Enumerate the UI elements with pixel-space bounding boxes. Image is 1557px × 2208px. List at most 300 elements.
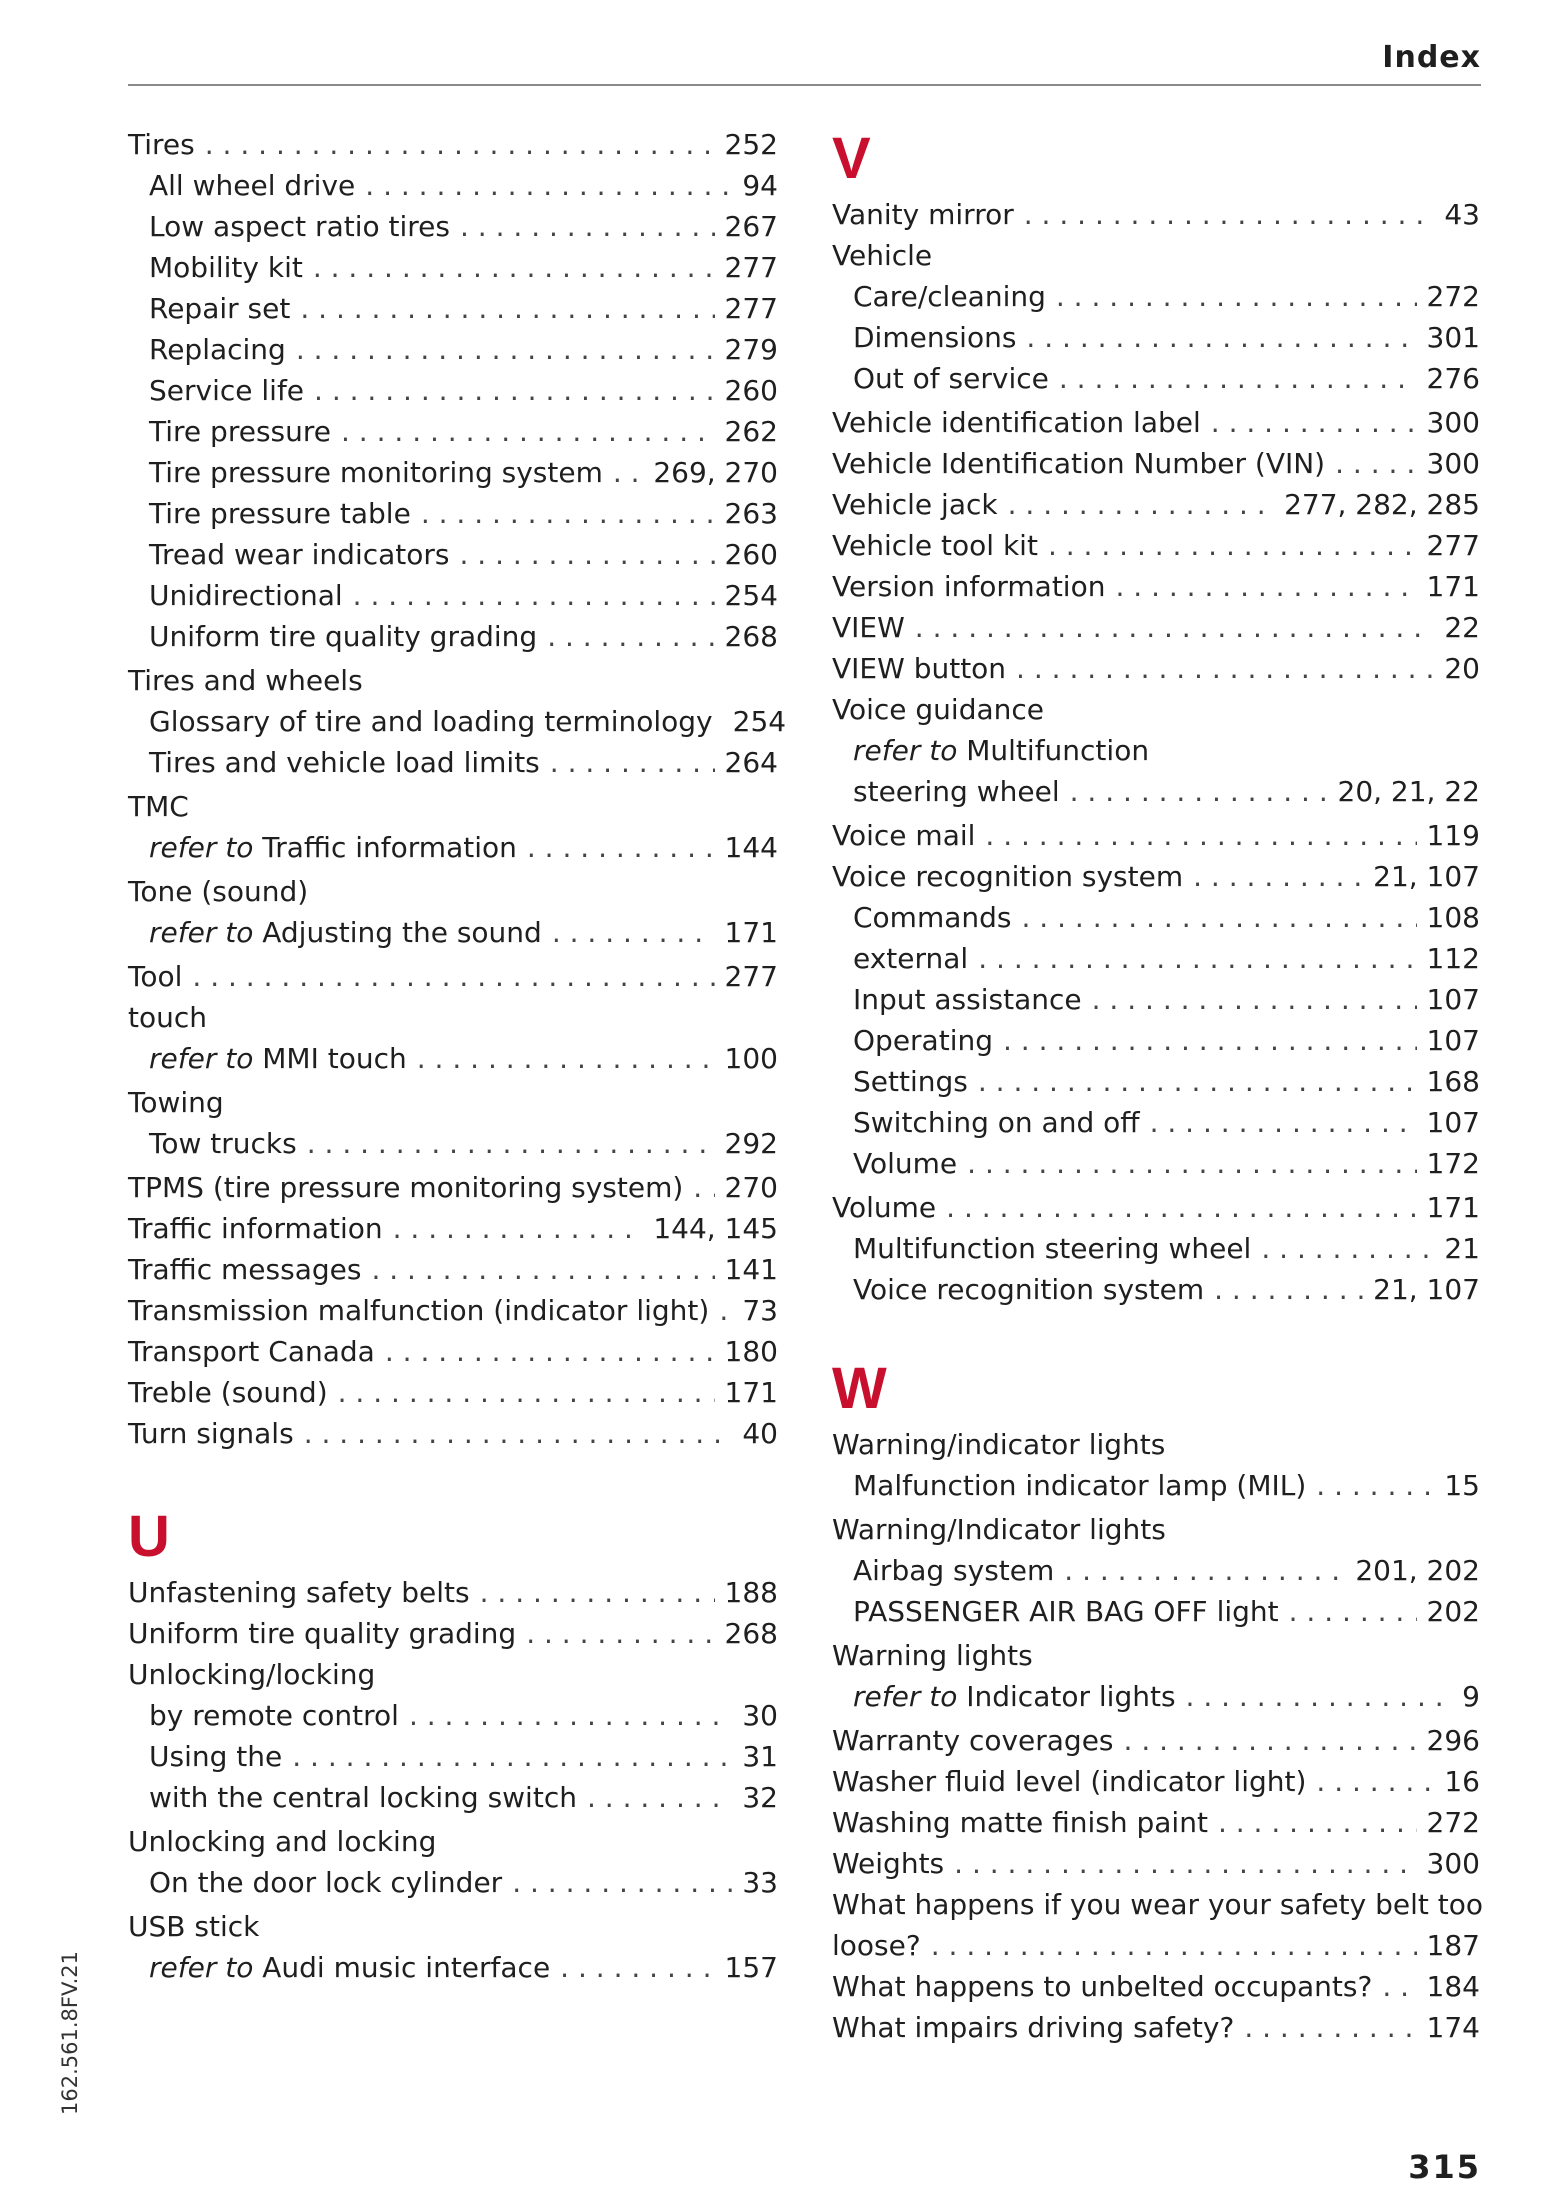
entry-label-text: TPMS (tire pressure monitoring system) (128, 1171, 684, 1204)
entry-label-text: Dimensions (853, 321, 1017, 354)
entry-page-numbers: 267 (724, 210, 778, 243)
entry-page-numbers: 277 (1426, 529, 1480, 562)
entry-label-text: Operating (853, 1024, 993, 1057)
entry-page-numbers: 172 (1426, 1147, 1480, 1180)
entry-label (853, 1102, 1140, 1143)
entry-label (853, 979, 1082, 1020)
entry-page-numbers: 21 (1444, 1232, 1480, 1265)
entry-label-text: Multifunction steering wheel (853, 1232, 1252, 1265)
entry-label (149, 493, 411, 534)
index-entry-washing-matte-finish-paint (832, 1802, 1480, 1843)
index-entry-warning-indicator-lights (832, 1509, 1480, 1550)
index-entry-tread-wear-indicators (128, 534, 778, 575)
index-entry-volume (832, 1187, 1480, 1228)
entry-label (832, 1884, 1483, 1925)
index-entry-airbag-system (832, 1550, 1480, 1591)
entry-label (128, 1208, 383, 1249)
entry-label (832, 2007, 1234, 2048)
index-entry-indicator-lights (832, 1676, 1480, 1717)
dot-leader (1064, 1550, 1345, 1591)
dot-leader (421, 493, 715, 534)
entry-label (149, 912, 542, 953)
document-code: 162.561.8FV.21 (58, 1950, 82, 2115)
entry-page-numbers: 16 (1444, 1765, 1480, 1798)
dot-leader (954, 1843, 1416, 1884)
index-entry-uniform-tire-quality-grading (128, 1613, 778, 1654)
dot-leader (409, 1695, 732, 1736)
entry-label-text: Vehicle (832, 239, 933, 272)
entry-label-text: Volume (853, 1147, 958, 1180)
dot-leader (338, 1372, 715, 1413)
entry-label (832, 1424, 1165, 1465)
index-entry-tires (128, 124, 778, 165)
entry-label (149, 165, 355, 206)
entry-page-numbers: 100 (724, 1042, 778, 1075)
entry-page-numbers: 270 (724, 1171, 778, 1204)
entry-page-numbers: 202 (1426, 1595, 1480, 1628)
entry-label (832, 1187, 936, 1228)
index-entry-voice-guidance (832, 689, 1480, 730)
entry-label (128, 997, 207, 1038)
dot-leader (417, 1038, 715, 1079)
entry-label-text: Traffic information (262, 831, 517, 864)
entry-label-text: Using the (149, 1740, 283, 1773)
entry-label-text: steering wheel (853, 775, 1060, 808)
dot-leader (1150, 1102, 1417, 1143)
dot-leader (978, 1061, 1417, 1102)
index-entry-replacing (128, 329, 778, 370)
entry-page-numbers: 272 (1426, 1806, 1480, 1839)
entry-label-text: Malfunction indicator lamp (MIL) (853, 1469, 1307, 1502)
dot-leader (1003, 1020, 1417, 1061)
index-entry-tool (128, 956, 778, 997)
index-entry-washer-fluid-level-indicator-light (832, 1761, 1480, 1802)
entry-label (853, 897, 1012, 938)
index-entry-voice-recognition-system (832, 856, 1480, 897)
index-entry-dimensions (832, 317, 1480, 358)
index-entry-malfunction-indicator-lamp-mil (832, 1465, 1480, 1506)
dot-leader (1016, 648, 1434, 689)
entry-label (149, 1123, 297, 1164)
dot-leader (385, 1331, 715, 1372)
entry-label-text: Treble (sound) (128, 1376, 328, 1409)
entry-page-numbers: 174 (1426, 2011, 1480, 2044)
entry-page-numbers: 171 (724, 916, 778, 949)
entry-label (149, 1038, 407, 1079)
dot-leader (587, 1777, 732, 1818)
dot-leader (313, 247, 715, 288)
entry-label-text: Voice guidance (832, 693, 1045, 726)
index-entry-turn-signals (128, 1413, 778, 1454)
entry-page-numbers: 144 (724, 831, 778, 864)
entry-page-numbers: 187 (1426, 1929, 1480, 1962)
index-entry-on-the-door-lock-cylinder (128, 1862, 778, 1903)
entry-page-numbers: 9 (1462, 1680, 1480, 1713)
entry-label-text: Vehicle tool kit (832, 529, 1038, 562)
entry-page-numbers: 254 (724, 579, 778, 612)
index-entry-all-wheel-drive (128, 165, 778, 206)
entry-page-numbers: 263 (724, 497, 778, 530)
dot-leader (512, 1862, 732, 1903)
index-entry-vehicle-jack (832, 484, 1480, 525)
entry-label (149, 701, 713, 742)
entry-label-text: Tire pressure (149, 415, 331, 448)
dot-leader (613, 452, 643, 493)
entry-label (149, 616, 537, 657)
dot-leader (371, 1249, 714, 1290)
index-entry-warning-indicator-lights (832, 1424, 1480, 1465)
index-entry-version-information (832, 566, 1480, 607)
entry-label (853, 1676, 1176, 1717)
dot-leader (1193, 856, 1363, 897)
index-entry-unlocking-and-locking (128, 1821, 778, 1862)
dot-leader (1211, 402, 1417, 443)
entry-label-text: Towing (128, 1086, 224, 1119)
entry-label-text: Airbag system (853, 1554, 1055, 1587)
index-entry-low-aspect-ratio-tires (128, 206, 778, 247)
dot-leader (978, 938, 1416, 979)
entry-page-numbers: 73 (742, 1294, 778, 1327)
entry-label-text: Low aspect ratio tires (149, 210, 450, 243)
entry-page-numbers: 107 (1426, 1106, 1480, 1139)
index-entry-mobility-kit (128, 247, 778, 288)
index-entry-traffic-information (128, 827, 778, 868)
entry-label-text: with the central locking switch (149, 1781, 577, 1814)
entry-label (149, 1947, 550, 1988)
entry-label-text: MMI touch (262, 1042, 407, 1075)
entry-label (832, 1802, 1208, 1843)
entry-page-numbers: 43 (1444, 198, 1480, 231)
entry-label-text: Vehicle jack (832, 488, 998, 521)
index-entry-glossary-of-tire-and-loading-terminology (128, 701, 787, 742)
dot-leader (1316, 1465, 1434, 1506)
index-entry-warning-lights (832, 1635, 1480, 1676)
dot-leader (1124, 1720, 1417, 1761)
page-number: 315 (1408, 2148, 1481, 2186)
dot-leader (300, 288, 714, 329)
entry-label (128, 1413, 294, 1454)
dot-leader (480, 1572, 715, 1613)
entry-label-text: PASSENGER AIR BAG OFF light (853, 1595, 1279, 1628)
entry-label-text: Traffic messages (128, 1253, 362, 1286)
entry-label (853, 1020, 993, 1061)
entry-refer-to: refer to (149, 831, 254, 864)
entry-label (853, 1143, 957, 1184)
index-entry-commands (832, 897, 1480, 938)
entry-page-numbers: 296 (1426, 1724, 1480, 1757)
entry-label (853, 1550, 1054, 1591)
entry-page-numbers: 15 (1444, 1469, 1480, 1502)
index-entry-vanity-mirror (832, 194, 1480, 235)
entry-label (149, 1777, 577, 1818)
index-entry-unidirectional (128, 575, 778, 616)
entry-page-numbers: 279 (724, 333, 778, 366)
entry-label (128, 871, 308, 912)
entry-page-numbers: 292 (724, 1127, 778, 1160)
entry-page-numbers: 21, 107 (1373, 1273, 1480, 1306)
entry-label-text: Vehicle identification label (832, 406, 1201, 439)
index-entry-steering-wheel (832, 771, 1480, 812)
entry-label (149, 411, 331, 452)
index-entry-what-impairs-driving-safety (832, 2007, 1480, 2048)
entry-label-text: Tone (sound) (128, 875, 309, 908)
index-entry-tires-and-wheels (128, 660, 778, 701)
index-entry-tow-trucks (128, 1123, 778, 1164)
entry-label (832, 235, 932, 276)
entry-label (832, 1761, 1306, 1802)
entry-label (128, 1821, 436, 1862)
entry-label (128, 1331, 375, 1372)
index-entry-using-the (128, 1736, 778, 1777)
section-letter-w: W (832, 1356, 887, 1421)
entry-label (832, 1925, 921, 1966)
entry-page-numbers: 277 (724, 292, 778, 325)
entry-page-numbers: 22 (1444, 611, 1480, 644)
entry-page-numbers: 171 (1426, 570, 1480, 603)
entry-label-text: What happens if you wear your safety belt too (832, 1888, 1483, 1921)
index-entry-with-the-central-locking-switch (128, 1777, 778, 1818)
entry-label (149, 827, 517, 868)
entry-label-text: Version information (832, 570, 1106, 603)
entry-page-numbers: 264 (724, 746, 778, 779)
entry-label (128, 1372, 328, 1413)
entry-label (128, 786, 189, 827)
entry-page-numbers: 184 (1426, 1970, 1480, 2003)
entry-label (853, 730, 1149, 771)
dot-leader (1115, 566, 1416, 607)
entry-page-numbers: 262 (724, 415, 778, 448)
index-entry-vehicle-identification-label (832, 402, 1480, 443)
entry-page-numbers: 30 (742, 1699, 778, 1732)
entry-label (832, 689, 1044, 730)
entry-page-numbers: 188 (724, 1576, 778, 1609)
entry-label (832, 856, 1183, 897)
entry-label (128, 1082, 224, 1123)
entry-label (853, 1228, 1251, 1269)
entry-page-numbers: 260 (724, 538, 778, 571)
entry-label-text: by remote control (149, 1699, 399, 1732)
dot-leader (192, 956, 714, 997)
dot-leader (296, 329, 715, 370)
dot-leader (1316, 1761, 1434, 1802)
dot-leader (1024, 194, 1435, 235)
entry-label (149, 288, 290, 329)
dot-leader (1261, 1228, 1434, 1269)
entry-label-text: Weights (832, 1847, 945, 1880)
entry-label-text: Mobility kit (149, 251, 303, 284)
entry-label-text: Voice mail (832, 819, 976, 852)
entry-label (149, 370, 304, 411)
entry-label (853, 276, 1046, 317)
dot-leader (292, 1736, 732, 1777)
dot-leader (1026, 317, 1416, 358)
index-entry-what-happens-if-you-wear-your-safety-belt-too (832, 1884, 1483, 1925)
entry-label (149, 247, 303, 288)
dot-leader (1022, 897, 1417, 938)
index-column-left (128, 124, 787, 1988)
index-entry-mmi-touch (128, 1038, 778, 1079)
entry-label (832, 1509, 1166, 1550)
entry-label-text: What happens to unbelted occupants? (832, 1970, 1373, 2003)
entry-label (832, 525, 1038, 566)
entry-page-numbers: 180 (724, 1335, 778, 1368)
dot-leader (1059, 358, 1417, 399)
entry-page-numbers: 32 (742, 1781, 778, 1814)
index-entry-weights (832, 1843, 1480, 1884)
entry-label (853, 358, 1049, 399)
entry-page-numbers: 141 (724, 1253, 778, 1286)
dot-leader (1048, 525, 1417, 566)
dot-leader (527, 827, 715, 868)
entry-label-text: VIEW button (832, 652, 1007, 685)
index-entry-tire-pressure (128, 411, 778, 452)
entry-label-text: Unidirectional (149, 579, 343, 612)
dot-leader (205, 124, 715, 165)
entry-label (853, 1061, 968, 1102)
entry-label (853, 1465, 1306, 1506)
entry-label (832, 443, 1325, 484)
index-entry-transmission-malfunction-indicator-light (128, 1290, 778, 1331)
index-entry-unfastening-safety-belts (128, 1572, 778, 1613)
dot-leader (552, 912, 715, 953)
entry-label (832, 1635, 1033, 1676)
entry-page-numbers: 112 (1426, 942, 1480, 975)
entry-label-text: Vehicle Identification Number (VIN) (832, 447, 1326, 480)
dot-leader (550, 742, 715, 783)
dot-leader (526, 1613, 714, 1654)
entry-label (832, 1843, 944, 1884)
entry-refer-to: refer to (149, 916, 254, 949)
entry-label-text: external (853, 942, 969, 975)
entry-label-text: Transmission malfunction (indicator light) (128, 1294, 710, 1327)
index-entry-traffic-messages (128, 1249, 778, 1290)
index-entry-view-button (832, 648, 1480, 689)
entry-label-text: Tire pressure monitoring system (149, 456, 603, 489)
dot-leader (307, 1123, 715, 1164)
dot-leader (1335, 443, 1416, 484)
entry-label-text: Repair set (149, 292, 291, 325)
index-entry-loose (832, 1925, 1480, 1966)
index-entry-settings (832, 1061, 1480, 1102)
entry-label (149, 1736, 282, 1777)
entry-page-numbers: 144, 145 (653, 1212, 778, 1245)
index-entry-tmc (128, 786, 778, 827)
index-entry-what-happens-to-unbelted-occupants (832, 1966, 1480, 2007)
entry-page-numbers: 268 (724, 620, 778, 653)
entry-label-text: Replacing (149, 333, 286, 366)
index-entry-operating (832, 1020, 1480, 1061)
entry-label-text: Input assistance (853, 983, 1082, 1016)
index-entry-usb-stick (128, 1906, 778, 1947)
dot-leader (693, 1167, 714, 1208)
entry-page-numbers: 300 (1426, 447, 1480, 480)
index-entry-voice-mail (832, 815, 1480, 856)
index-entry-warranty-coverages (832, 1720, 1480, 1761)
entry-label (853, 1269, 1204, 1310)
entry-label (149, 575, 343, 616)
entry-page-numbers: 201, 202 (1355, 1554, 1480, 1587)
entry-page-numbers: 20 (1444, 652, 1480, 685)
entry-label (128, 1906, 259, 1947)
entry-label-text: Warning/indicator lights (832, 1428, 1166, 1461)
index-entry-vehicle-identification-number-vin (832, 443, 1480, 484)
entry-label-text: Indicator lights (966, 1680, 1176, 1713)
index-entry-tone-sound (128, 871, 778, 912)
index-entry-switching-on-and-off (832, 1102, 1480, 1143)
entry-label-text: Care/cleaning (853, 280, 1046, 313)
entry-label-text: VIEW (832, 611, 905, 644)
dot-leader (560, 1947, 714, 1988)
index-entry-adjusting-the-sound (128, 912, 778, 953)
entry-page-numbers: 252 (724, 128, 778, 161)
entry-label-text: Unlocking/locking (128, 1658, 376, 1691)
entry-label (128, 1249, 361, 1290)
entry-label (128, 660, 363, 701)
entry-label-text: Voice recognition system (853, 1273, 1205, 1306)
entry-label-text: touch (128, 1001, 207, 1034)
entry-label-text: loose? (832, 1929, 921, 1962)
entry-label-text: Unfastening safety belts (128, 1576, 470, 1609)
entry-label-text: Multifunction (966, 734, 1150, 767)
index-entry-multifunction (832, 730, 1480, 771)
entry-label-text: Unlocking and locking (128, 1825, 437, 1858)
index-entry-volume (832, 1143, 1480, 1184)
entry-label (128, 1290, 709, 1331)
entry-label (832, 607, 905, 648)
dot-leader (1056, 276, 1417, 317)
index-entry-passenger-air-bag-off-light (832, 1591, 1480, 1632)
entry-label (128, 1167, 683, 1208)
entry-label-text: Warning/Indicator lights (832, 1513, 1166, 1546)
entry-label-text: Warranty coverages (832, 1724, 1114, 1757)
entry-page-numbers: 254 (732, 705, 787, 738)
section-letter-v: V (832, 126, 871, 191)
index-entry-treble-sound (128, 1372, 778, 1413)
entry-page-numbers: 40 (742, 1417, 778, 1450)
entry-label-text: TMC (128, 790, 189, 823)
dot-leader (719, 1290, 732, 1331)
dot-leader (393, 1208, 644, 1249)
dot-leader (1244, 2007, 1416, 2048)
entry-label (128, 1654, 375, 1695)
entry-label-text: Audi music interface (262, 1951, 551, 1984)
entry-label-text: Tire pressure table (149, 497, 411, 530)
entry-label-text: Glossary of tire and loading terminology (149, 705, 713, 738)
entry-page-numbers: 268 (724, 1617, 778, 1650)
index-entry-input-assistance (832, 979, 1480, 1020)
entry-label (832, 1966, 1372, 2007)
dot-leader (1008, 484, 1274, 525)
dot-leader (1092, 979, 1417, 1020)
entry-page-numbers: 171 (724, 1376, 778, 1409)
entry-label (128, 1613, 516, 1654)
dot-leader (1070, 771, 1328, 812)
entry-label (853, 317, 1016, 358)
entry-page-numbers: 301 (1426, 321, 1480, 354)
index-entry-view (832, 607, 1480, 648)
dot-leader (341, 411, 715, 452)
entry-label-text: Washing matte finish paint (832, 1806, 1208, 1839)
entry-label (832, 484, 998, 525)
entry-page-numbers: 171 (1426, 1191, 1480, 1224)
dot-leader (915, 607, 1435, 648)
index-entry-service-life (128, 370, 778, 411)
entry-label (149, 1695, 399, 1736)
entry-label (853, 938, 968, 979)
entry-label (832, 194, 1014, 235)
page-header-title: Index (1382, 40, 1481, 75)
dot-leader (460, 206, 715, 247)
